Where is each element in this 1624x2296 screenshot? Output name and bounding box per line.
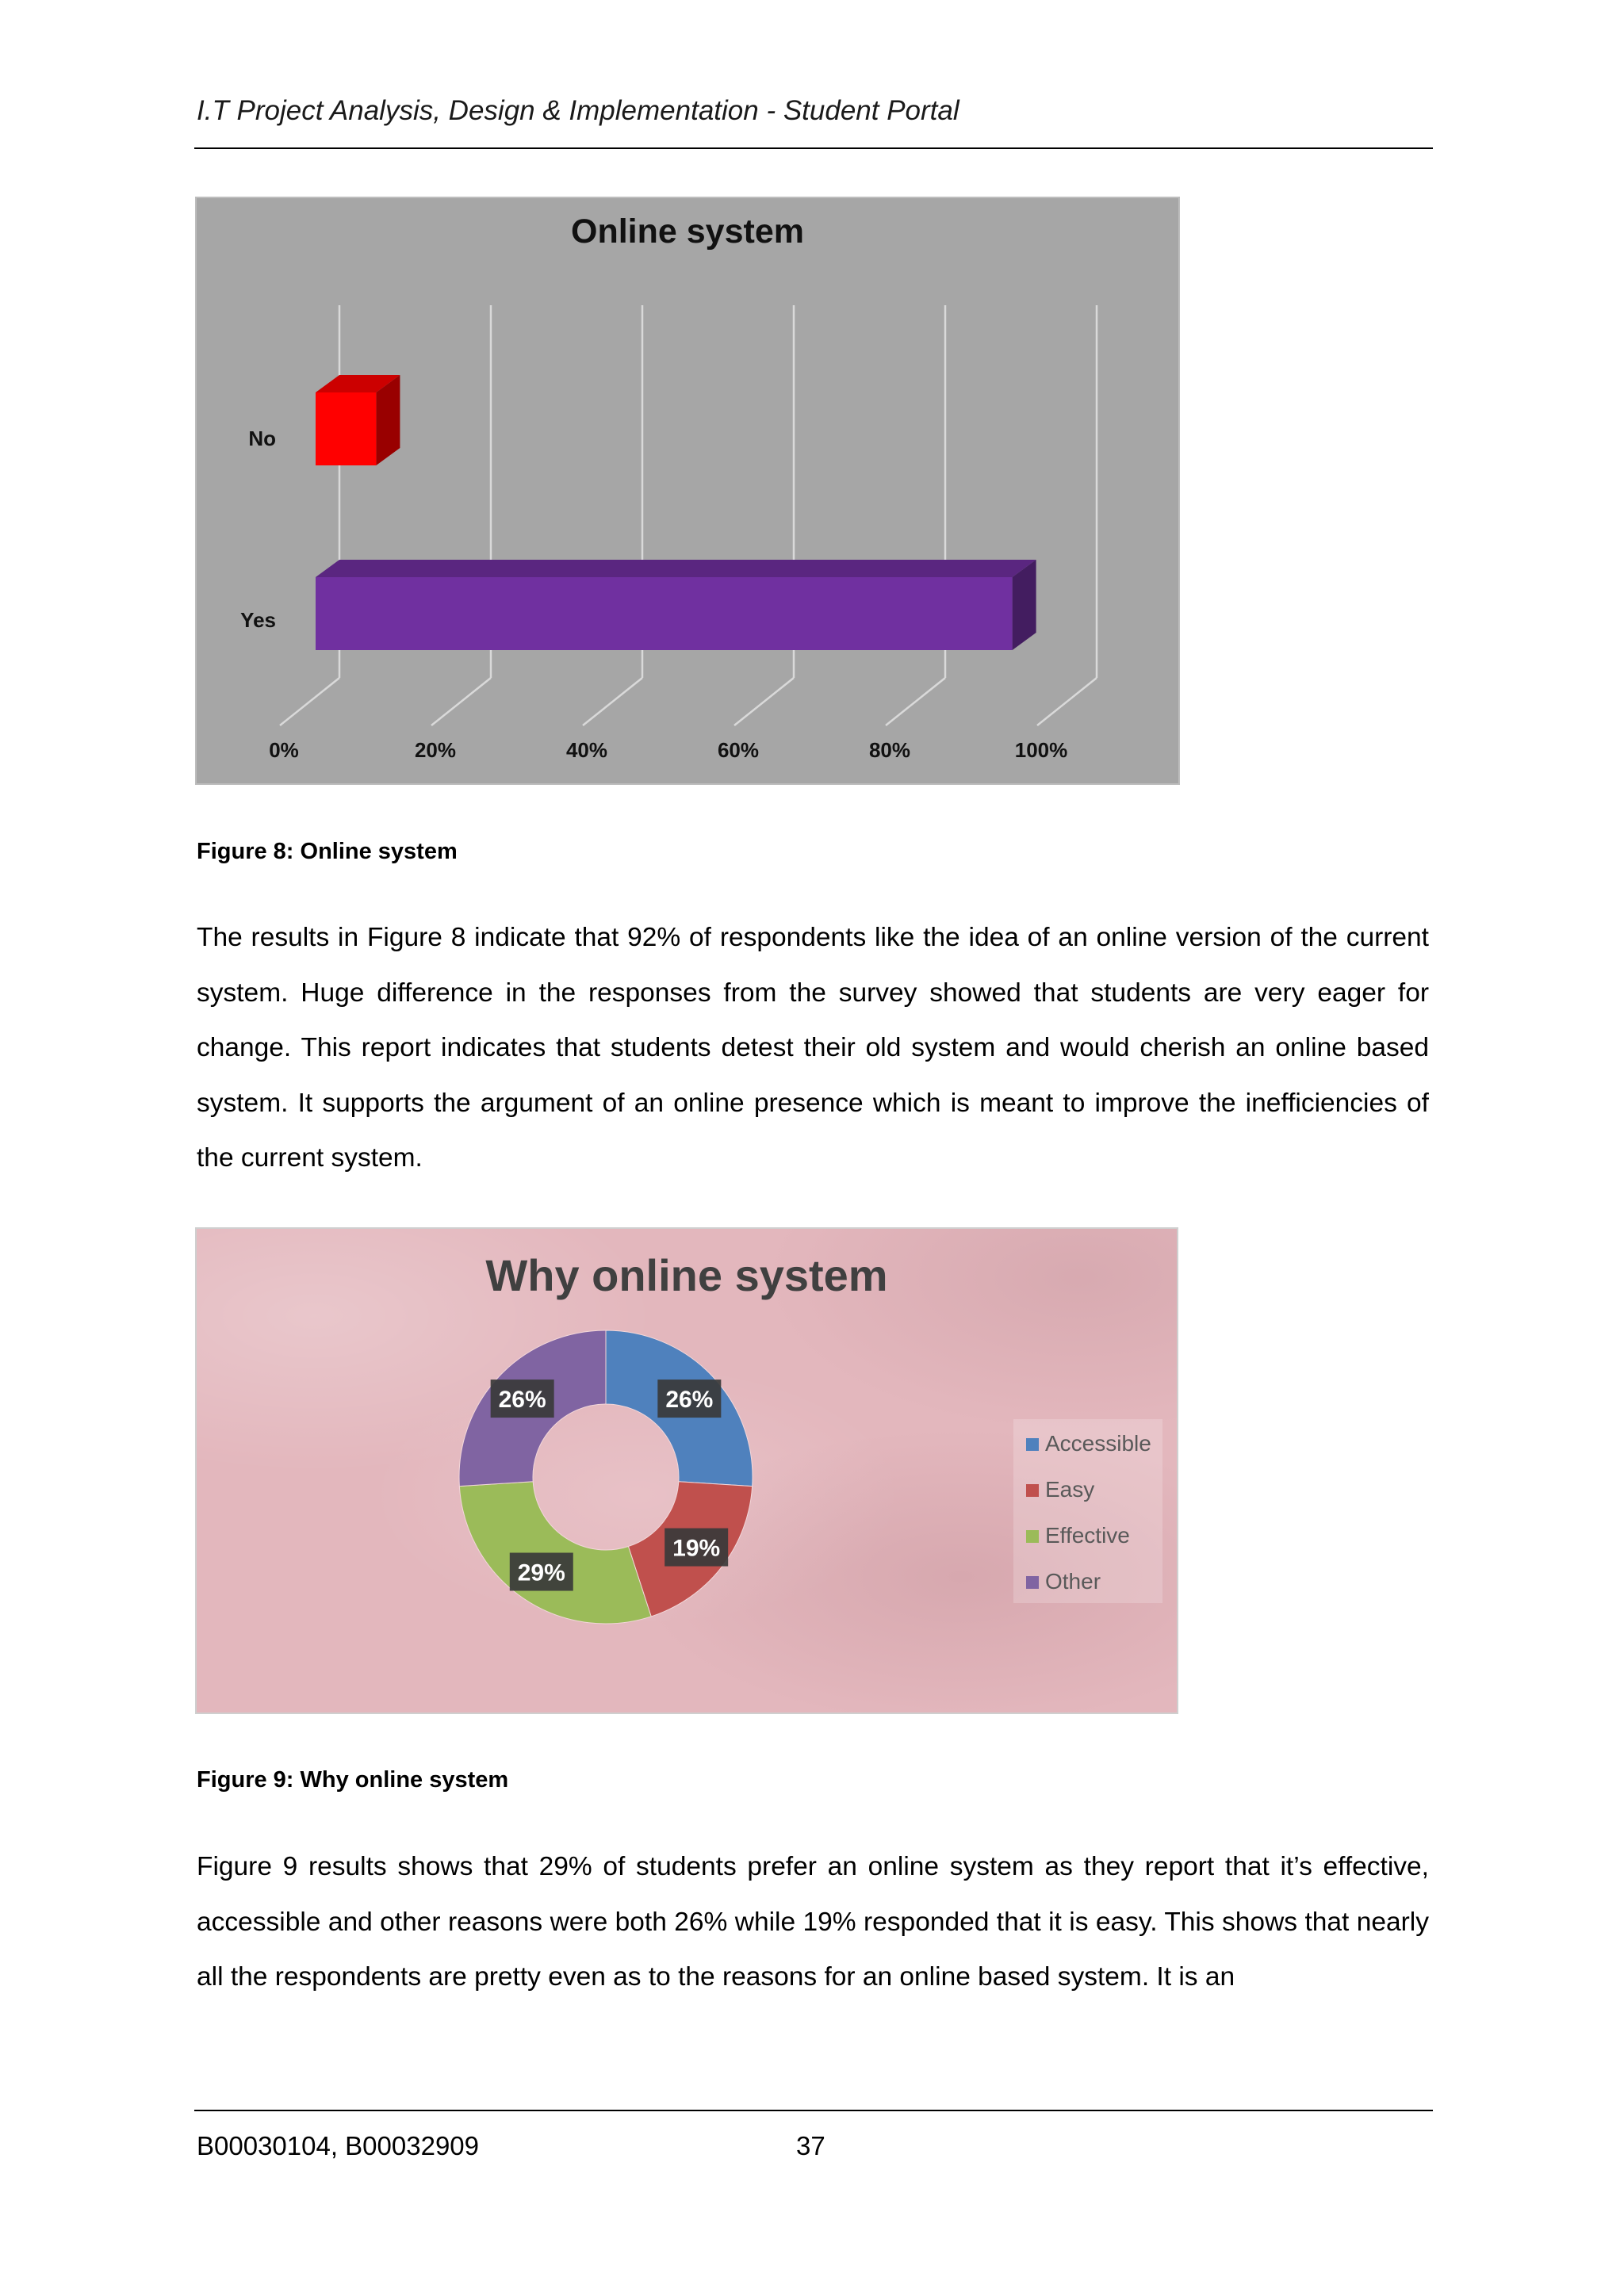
- floor-gridline: [1037, 678, 1097, 725]
- legend-swatch: [1026, 1576, 1039, 1589]
- legend-label: Easy: [1045, 1477, 1095, 1502]
- chart-title: Why online system: [485, 1250, 888, 1300]
- bar-top-face: [316, 560, 1036, 577]
- legend-swatch: [1026, 1530, 1039, 1543]
- legend-label: Other: [1045, 1569, 1101, 1594]
- legend-label: Effective: [1045, 1523, 1130, 1548]
- footer-student-ids: B00030104, B00032909: [197, 2131, 480, 2160]
- data-label: 26%: [498, 1387, 546, 1414]
- header-rule: [194, 147, 1433, 149]
- chart-title: Online system: [571, 212, 804, 251]
- floor-gridline: [280, 678, 339, 725]
- figure-9-doughnut-chart: [195, 1227, 1178, 1714]
- x-tick-label: 40%: [565, 738, 608, 762]
- legend-label: Accessible: [1045, 1431, 1151, 1456]
- x-tick-label: 100%: [1014, 738, 1068, 762]
- legend-swatch: [1026, 1484, 1039, 1497]
- x-tick-label: 60%: [717, 738, 760, 762]
- page-number: 37: [796, 2131, 825, 2160]
- paragraph-results-figure-8: The results in Figure 8 indicate that 92% of respondents like the idea of an online version of the current system. Huge difference in the responses from the survey showed that students are very eager for change. This report indicates that students detest their old system and would cherish an online based system. It supports the argument of an online presence which is meant to improve the inefficiencies of the current system.: [197, 923, 1429, 1173]
- doughnut-chart-svg: [197, 1229, 1177, 1712]
- paragraph-results-figure-9: Figure 9 results shows that 29% of students prefer an online system as they report that it’s effective, accessible and other reasons were both 26% while 19% responded that it is easy. This shows that nearly all the respondents are pretty even as to the reasons for an online based system. It is an: [197, 1852, 1429, 1992]
- bar-chart-svg: [197, 198, 1178, 783]
- x-tick-label: 80%: [868, 738, 911, 762]
- footer-rule: [194, 2110, 1433, 2111]
- figure-8-bar-chart: [195, 197, 1180, 785]
- y-category-label: Yes: [240, 608, 276, 632]
- floor-gridline: [734, 678, 794, 725]
- bar-yes: [316, 577, 1013, 650]
- floor-gridline: [583, 678, 642, 725]
- x-tick-label: 0%: [269, 738, 299, 762]
- data-label: 19%: [672, 1535, 721, 1562]
- floor-gridline: [431, 678, 491, 725]
- x-tick-label: 20%: [414, 738, 457, 762]
- legend-swatch: [1026, 1438, 1039, 1451]
- figure-9-caption: Figure 9: Why online system: [197, 1767, 509, 1793]
- slice-effective: [459, 1482, 651, 1624]
- y-category-label: No: [248, 427, 276, 450]
- figure-8-caption: Figure 8: Online system: [197, 839, 458, 864]
- data-label: 26%: [665, 1387, 714, 1414]
- running-header: I.T Project Analysis, Design & Implementation - Student Portal: [197, 95, 959, 126]
- data-label: 29%: [517, 1559, 565, 1586]
- floor-gridline: [886, 678, 945, 725]
- bar-no: [316, 392, 376, 465]
